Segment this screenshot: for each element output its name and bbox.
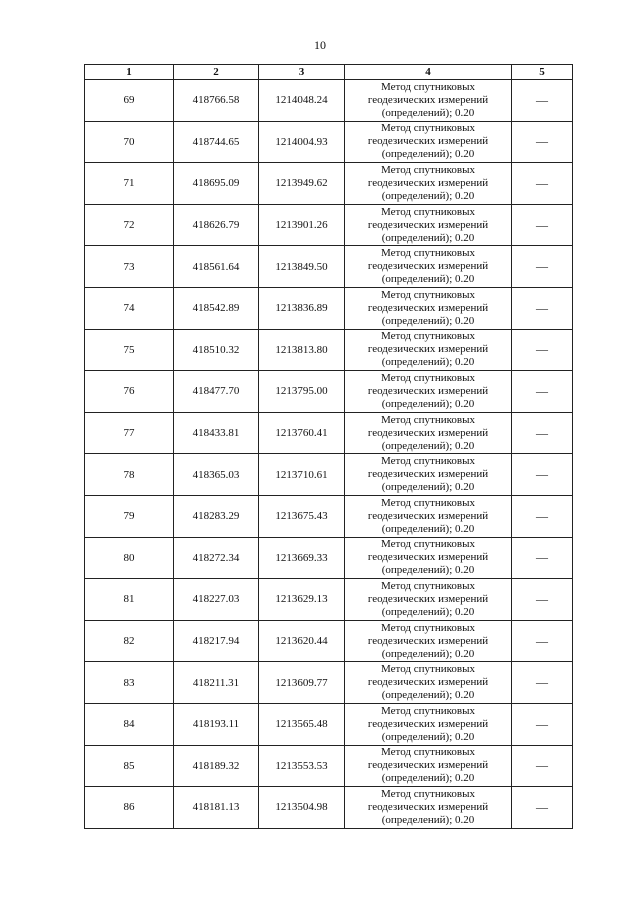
y-coordinate-cell: 1213675.43 — [259, 495, 345, 537]
point-number-cell: 83 — [85, 662, 174, 704]
method-text-line: Метод спутниковых — [381, 455, 475, 468]
method-text-line: (определений); 0.20 — [381, 689, 475, 702]
table-body — [85, 80, 573, 829]
point-number-cell: 73 — [85, 246, 174, 288]
point-number-cell: 72 — [85, 204, 174, 246]
dash-value: — — [536, 217, 548, 232]
y-coordinate-cell: 1214004.93 — [259, 121, 345, 163]
method-text-line: (определений); 0.20 — [381, 439, 475, 452]
method-text-line: (определений); 0.20 — [381, 231, 475, 244]
y-coordinate-cell: 1213795.00 — [259, 371, 345, 413]
method-cell — [345, 537, 512, 579]
table-row — [85, 204, 573, 246]
y-coordinate-cell: 1213565.48 — [259, 703, 345, 745]
x-coordinate-cell: 418217.94 — [174, 620, 259, 662]
table-row — [85, 662, 573, 704]
method-cell — [345, 287, 512, 329]
method-text-line: геодезических измерений — [367, 218, 489, 231]
x-coordinate-cell: 418181.13 — [174, 787, 259, 829]
method-text-line: (определений); 0.20 — [381, 314, 475, 327]
x-coordinate-cell: 418433.81 — [174, 412, 259, 454]
method-cell — [345, 80, 512, 122]
table-row — [85, 703, 573, 745]
table-row — [85, 371, 573, 413]
table-row — [85, 163, 573, 205]
method-text-line: (определений); 0.20 — [381, 397, 475, 410]
x-coordinate-cell: 418211.31 — [174, 662, 259, 704]
column-5-cell — [512, 329, 573, 371]
column-5-cell — [512, 121, 573, 163]
method-cell — [345, 745, 512, 787]
point-number-cell: 86 — [85, 787, 174, 829]
y-coordinate-cell: 1213609.77 — [259, 662, 345, 704]
method-text-line: Метод спутниковых — [381, 704, 475, 717]
dash-value: — — [536, 342, 548, 357]
table-row — [85, 579, 573, 621]
method-text-line: (определений); 0.20 — [381, 772, 475, 785]
dash-value: — — [536, 300, 548, 315]
table-row — [85, 121, 573, 163]
table-row — [85, 620, 573, 662]
y-coordinate-cell: 1213504.98 — [259, 787, 345, 829]
y-coordinate-cell: 1213836.89 — [259, 287, 345, 329]
method-cell — [345, 329, 512, 371]
column-5-cell — [512, 495, 573, 537]
method-cell — [345, 121, 512, 163]
method-text-line: (определений); 0.20 — [381, 273, 475, 286]
method-cell — [345, 412, 512, 454]
method-text-line: геодезических измерений — [367, 592, 489, 605]
y-coordinate-cell: 1213553.53 — [259, 745, 345, 787]
table-row — [85, 80, 573, 122]
coordinates-table — [84, 64, 573, 829]
method-text-line: геодезических измерений — [367, 176, 489, 189]
x-coordinate-cell: 418766.58 — [174, 80, 259, 122]
x-coordinate-cell: 418189.32 — [174, 745, 259, 787]
point-number-cell: 78 — [85, 454, 174, 496]
point-number-cell: 76 — [85, 371, 174, 413]
y-coordinate-cell: 1213629.13 — [259, 579, 345, 621]
dash-value: — — [536, 259, 548, 274]
x-coordinate-cell: 418477.70 — [174, 371, 259, 413]
column-header-1: 1 — [85, 65, 174, 80]
method-text-line: Метод спутниковых — [381, 80, 475, 93]
column-5-cell — [512, 620, 573, 662]
table-row — [85, 412, 573, 454]
y-coordinate-cell: 1213813.80 — [259, 329, 345, 371]
method-text-line: геодезических измерений — [367, 135, 489, 148]
method-text-line: Метод спутниковых — [381, 787, 475, 800]
method-text-line: геодезических измерений — [367, 468, 489, 481]
page-number: 10 — [314, 38, 326, 52]
method-text-line: (определений); 0.20 — [381, 564, 475, 577]
table-header-row — [85, 65, 573, 80]
method-text-line: Метод спутниковых — [381, 247, 475, 260]
table-row — [85, 787, 573, 829]
x-coordinate-cell: 418626.79 — [174, 204, 259, 246]
method-text-line: (определений); 0.20 — [381, 356, 475, 369]
method-cell — [345, 662, 512, 704]
point-number-cell: 82 — [85, 620, 174, 662]
point-number-cell: 75 — [85, 329, 174, 371]
column-5-cell — [512, 287, 573, 329]
column-5-cell — [512, 703, 573, 745]
dash-value: — — [536, 799, 548, 814]
point-number-cell: 69 — [85, 80, 174, 122]
method-cell — [345, 495, 512, 537]
x-coordinate-cell: 418561.64 — [174, 246, 259, 288]
column-5-cell — [512, 80, 573, 122]
method-text-line: Метод спутниковых — [381, 663, 475, 676]
method-text-line: геодезических измерений — [367, 426, 489, 439]
method-text-line: геодезических измерений — [367, 551, 489, 564]
method-text-line: геодезических измерений — [367, 676, 489, 689]
dash-value: — — [536, 467, 548, 482]
dash-value: — — [536, 633, 548, 648]
column-5-cell — [512, 163, 573, 205]
column-header-3: 3 — [259, 65, 345, 80]
method-text-line: геодезических измерений — [367, 301, 489, 314]
dash-value: — — [536, 591, 548, 606]
method-text-line: Метод спутниковых — [381, 330, 475, 343]
point-number-cell: 80 — [85, 537, 174, 579]
column-header-5: 5 — [512, 65, 573, 80]
column-5-cell — [512, 246, 573, 288]
column-header-2: 2 — [174, 65, 259, 80]
column-5-cell — [512, 745, 573, 787]
method-cell — [345, 620, 512, 662]
method-text-line: геодезических измерений — [367, 759, 489, 772]
dash-value: — — [536, 383, 548, 398]
method-cell — [345, 371, 512, 413]
table-row — [85, 246, 573, 288]
method-text-line: Метод спутниковых — [381, 413, 475, 426]
y-coordinate-cell: 1213620.44 — [259, 620, 345, 662]
y-coordinate-cell: 1213849.50 — [259, 246, 345, 288]
point-number-cell: 71 — [85, 163, 174, 205]
dash-value: — — [536, 758, 548, 773]
method-text-line: геодезических измерений — [367, 634, 489, 647]
column-5-cell — [512, 662, 573, 704]
column-5-cell — [512, 454, 573, 496]
table-row — [85, 454, 573, 496]
x-coordinate-cell: 418542.89 — [174, 287, 259, 329]
method-text-line: Метод спутниковых — [381, 371, 475, 384]
y-coordinate-cell: 1213949.62 — [259, 163, 345, 205]
method-text-line: геодезических измерений — [367, 800, 489, 813]
dash-value: — — [536, 675, 548, 690]
method-text-line: геодезических измерений — [367, 384, 489, 397]
point-number-cell: 85 — [85, 745, 174, 787]
x-coordinate-cell: 418744.65 — [174, 121, 259, 163]
column-5-cell — [512, 412, 573, 454]
x-coordinate-cell: 418510.32 — [174, 329, 259, 371]
column-5-cell — [512, 787, 573, 829]
x-coordinate-cell: 418193.11 — [174, 703, 259, 745]
method-cell — [345, 454, 512, 496]
method-text-line: геодезических измерений — [367, 260, 489, 273]
dash-value: — — [536, 550, 548, 565]
method-text-line: (определений); 0.20 — [381, 605, 475, 618]
method-cell — [345, 246, 512, 288]
method-text-line: (определений); 0.20 — [381, 189, 475, 202]
table-row — [85, 745, 573, 787]
y-coordinate-cell: 1213760.41 — [259, 412, 345, 454]
method-text-line: (определений); 0.20 — [381, 647, 475, 660]
method-cell — [345, 703, 512, 745]
dash-value: — — [536, 92, 548, 107]
x-coordinate-cell: 418272.34 — [174, 537, 259, 579]
point-number-cell: 77 — [85, 412, 174, 454]
dash-value: — — [536, 134, 548, 149]
point-number-cell: 81 — [85, 579, 174, 621]
method-cell — [345, 204, 512, 246]
x-coordinate-cell: 418365.03 — [174, 454, 259, 496]
column-header-4: 4 — [345, 65, 512, 80]
table-row — [85, 495, 573, 537]
y-coordinate-cell: 1213669.33 — [259, 537, 345, 579]
column-5-cell — [512, 204, 573, 246]
table-row — [85, 329, 573, 371]
x-coordinate-cell: 418227.03 — [174, 579, 259, 621]
method-cell — [345, 579, 512, 621]
method-text-line: Метод спутниковых — [381, 205, 475, 218]
point-number-cell: 70 — [85, 121, 174, 163]
x-coordinate-cell: 418283.29 — [174, 495, 259, 537]
method-text-line: геодезических измерений — [367, 93, 489, 106]
method-text-line: Метод спутниковых — [381, 538, 475, 551]
dash-value: — — [536, 716, 548, 731]
y-coordinate-cell: 1213710.61 — [259, 454, 345, 496]
column-5-cell — [512, 579, 573, 621]
method-text-line: геодезических измерений — [367, 717, 489, 730]
method-text-line: (определений); 0.20 — [381, 813, 475, 826]
dash-value: — — [536, 175, 548, 190]
method-text-line: Метод спутниковых — [381, 579, 475, 592]
method-text-line: (определений); 0.20 — [381, 730, 475, 743]
column-5-cell — [512, 537, 573, 579]
method-text-line: Метод спутниковых — [381, 746, 475, 759]
table-row — [85, 287, 573, 329]
dash-value: — — [536, 508, 548, 523]
y-coordinate-cell: 1214048.24 — [259, 80, 345, 122]
y-coordinate-cell: 1213901.26 — [259, 204, 345, 246]
method-text-line: геодезических измерений — [367, 343, 489, 356]
method-text-line: Метод спутниковых — [381, 163, 475, 176]
table-row — [85, 537, 573, 579]
point-number-cell: 84 — [85, 703, 174, 745]
method-text-line: Метод спутниковых — [381, 496, 475, 509]
method-text-line: (определений); 0.20 — [381, 148, 475, 161]
dash-value: — — [536, 425, 548, 440]
x-coordinate-cell: 418695.09 — [174, 163, 259, 205]
method-cell — [345, 787, 512, 829]
method-text-line: Метод спутниковых — [381, 621, 475, 634]
method-text-line: Метод спутниковых — [381, 288, 475, 301]
point-number-cell: 74 — [85, 287, 174, 329]
column-5-cell — [512, 371, 573, 413]
method-text-line: Метод спутниковых — [381, 122, 475, 135]
method-text-line: (определений); 0.20 — [381, 106, 475, 119]
method-text-line: (определений); 0.20 — [381, 522, 475, 535]
method-text-line: геодезических измерений — [367, 509, 489, 522]
method-text-line: (определений); 0.20 — [381, 481, 475, 494]
point-number-cell: 79 — [85, 495, 174, 537]
method-cell — [345, 163, 512, 205]
